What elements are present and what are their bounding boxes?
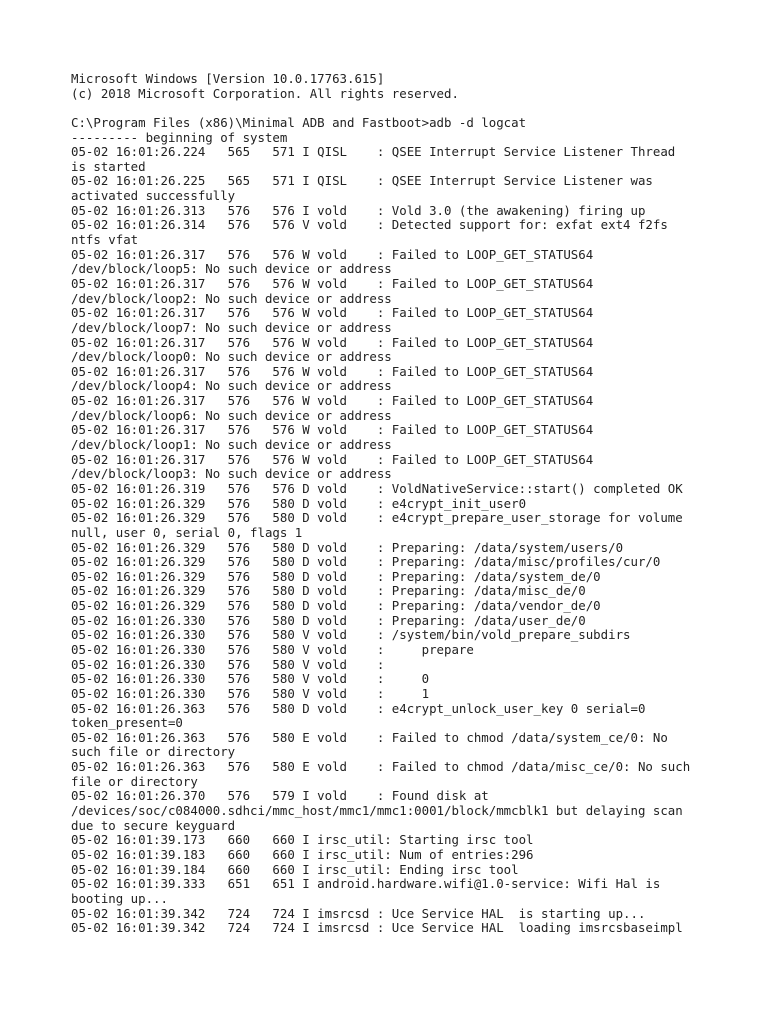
console-line: 05-02 16:01:26.317 576 576 W vold : Failed to LOOP_GET_STATUS64 xyxy=(71,422,594,438)
console-line: null, user 0, serial 0, flags 1 xyxy=(71,524,303,540)
console-line: 05-02 16:01:26.363 576 580 D vold : e4crypt_unlock_user_key 0 serial=0 xyxy=(71,700,646,716)
console-line: 05-02 16:01:39.342 724 724 I imsrcsd : Uce Service HAL is starting up... xyxy=(71,905,646,921)
console-line: Microsoft Windows [Version 10.0.17763.615] xyxy=(71,71,385,86)
console-line: 05-02 16:01:26.317 576 576 W vold : Failed to LOOP_GET_STATUS64 xyxy=(71,451,594,467)
console-line: 05-02 16:01:26.330 576 580 V vold : /system/bin/vold_prepare_subdirs xyxy=(71,627,631,643)
console-line: 05-02 16:01:26.329 576 580 D vold : Preparing: /data/misc/profiles/cur/0 xyxy=(71,554,661,570)
console-line: 05-02 16:01:26.330 576 580 V vold : xyxy=(71,656,385,672)
console-line: such file or directory xyxy=(71,744,236,760)
blank-line xyxy=(71,101,751,116)
console-line: ntfs vfat xyxy=(71,232,139,248)
console-line: token_present=0 xyxy=(71,715,183,731)
console-line: 05-02 16:01:26.317 576 576 W vold : Failed to LOOP_GET_STATUS64 xyxy=(71,393,594,409)
console-line: 05-02 16:01:26.317 576 576 W vold : Failed to LOOP_GET_STATUS64 xyxy=(71,275,594,291)
console-line: 05-02 16:01:26.363 576 580 E vold : Failed to chmod /data/misc_ce/0: No such xyxy=(71,759,691,775)
console-line: 05-02 16:01:26.370 576 579 I vold : Found disk at xyxy=(71,788,489,804)
console-line: C:\Program Files (x86)\Minimal ADB and Fastboot>adb -d logcat xyxy=(71,114,527,130)
console-line: (c) 2018 Microsoft Corporation. All rights reserved. xyxy=(71,85,459,101)
console-line: 05-02 16:01:26.330 576 580 D vold : Preparing: /data/user_de/0 xyxy=(71,612,586,628)
console-line: 05-02 16:01:26.317 576 576 W vold : Failed to LOOP_GET_STATUS64 xyxy=(71,305,594,321)
console-output xyxy=(71,72,751,936)
console-line: 05-02 16:01:26.329 576 580 D vold : e4crypt_init_user0 xyxy=(71,495,527,511)
console-line: 05-02 16:01:26.319 576 576 D vold : VoldNativeService::start() completed OK xyxy=(71,480,683,496)
console-line: 05-02 16:01:26.317 576 576 W vold : Failed to LOOP_GET_STATUS64 xyxy=(71,246,594,262)
console-line: /dev/block/loop0: No such device or address xyxy=(71,349,392,365)
console-line: booting up... xyxy=(71,890,168,906)
console-line: /dev/block/loop1: No such device or address xyxy=(71,437,392,453)
console-line: /dev/block/loop6: No such device or address xyxy=(71,407,392,423)
console-line: 05-02 16:01:26.317 576 576 W vold : Failed to LOOP_GET_STATUS64 xyxy=(71,334,594,350)
console-line: 05-02 16:01:26.329 576 580 D vold : Preparing: /data/vendor_de/0 xyxy=(71,598,601,614)
console-line: 05-02 16:01:26.317 576 576 W vold : Failed to LOOP_GET_STATUS64 xyxy=(71,363,594,379)
console-line: activated successfully xyxy=(71,188,236,204)
console-line: 05-02 16:01:26.330 576 580 V vold : 1 xyxy=(71,685,430,701)
console-line: 05-02 16:01:26.313 576 576 I vold : Vold 3.0 (the awakening) firing up xyxy=(71,202,646,218)
console-line: 05-02 16:01:39.342 724 724 I imsrcsd : Uce Service HAL loading imsrcsbaseimpl xyxy=(71,920,683,936)
console-line: 05-02 16:01:26.329 576 580 D vold : e4crypt_prepare_user_storage for volume xyxy=(71,510,683,526)
console-line: 05-02 16:01:26.329 576 580 D vold : Preparing: /data/misc_de/0 xyxy=(71,583,586,599)
console-line: /dev/block/loop7: No such device or address xyxy=(71,319,392,335)
console-line: 05-02 16:01:26.330 576 580 V vold : prepare xyxy=(71,641,474,657)
console-line: /dev/block/loop2: No such device or address xyxy=(71,290,392,306)
console-line: 05-02 16:01:26.225 565 571 I QISL : QSEE Interrupt Service Listener was xyxy=(71,173,653,189)
console-line: is started xyxy=(71,158,146,174)
console-line: /dev/block/loop4: No such device or address xyxy=(71,378,392,394)
console-line: /dev/block/loop5: No such device or address xyxy=(71,261,392,277)
console-line: 05-02 16:01:26.363 576 580 E vold : Failed to chmod /data/system_ce/0: No xyxy=(71,729,668,745)
console-line: /dev/block/loop3: No such device or address xyxy=(71,466,392,482)
console-line: 05-02 16:01:39.184 660 660 I irsc_util: Ending irsc tool xyxy=(71,861,519,877)
console-line: 05-02 16:01:26.329 576 580 D vold : Preparing: /data/system/users/0 xyxy=(71,539,624,555)
console-line: 05-02 16:01:26.329 576 580 D vold : Preparing: /data/system_de/0 xyxy=(71,568,601,584)
console-line: 05-02 16:01:39.183 660 660 I irsc_util: Num of entries:296 xyxy=(71,846,534,862)
console-line: due to secure keyguard xyxy=(71,817,236,833)
console-line: 05-02 16:01:26.314 576 576 V vold : Detected support for: exfat ext4 f2fs xyxy=(71,217,668,233)
console-line: file or directory xyxy=(71,773,198,789)
console-line: 05-02 16:01:39.173 660 660 I irsc_util: Starting irsc tool xyxy=(71,832,534,848)
console-line: --------- beginning of system xyxy=(71,129,288,145)
console-line: 05-02 16:01:26.330 576 580 V vold : 0 xyxy=(71,671,430,687)
console-line: /devices/soc/c084000.sdhci/mmc_host/mmc1/mmc1:0001/block/mmcblk1 but delaying scan xyxy=(71,803,683,819)
console-line: 05-02 16:01:26.224 565 571 I QISL : QSEE Interrupt Service Listener Thread xyxy=(71,144,676,160)
console-line: 05-02 16:01:39.333 651 651 I android.hardware.wifi@1.0-service: Wifi Hal is xyxy=(71,876,661,892)
